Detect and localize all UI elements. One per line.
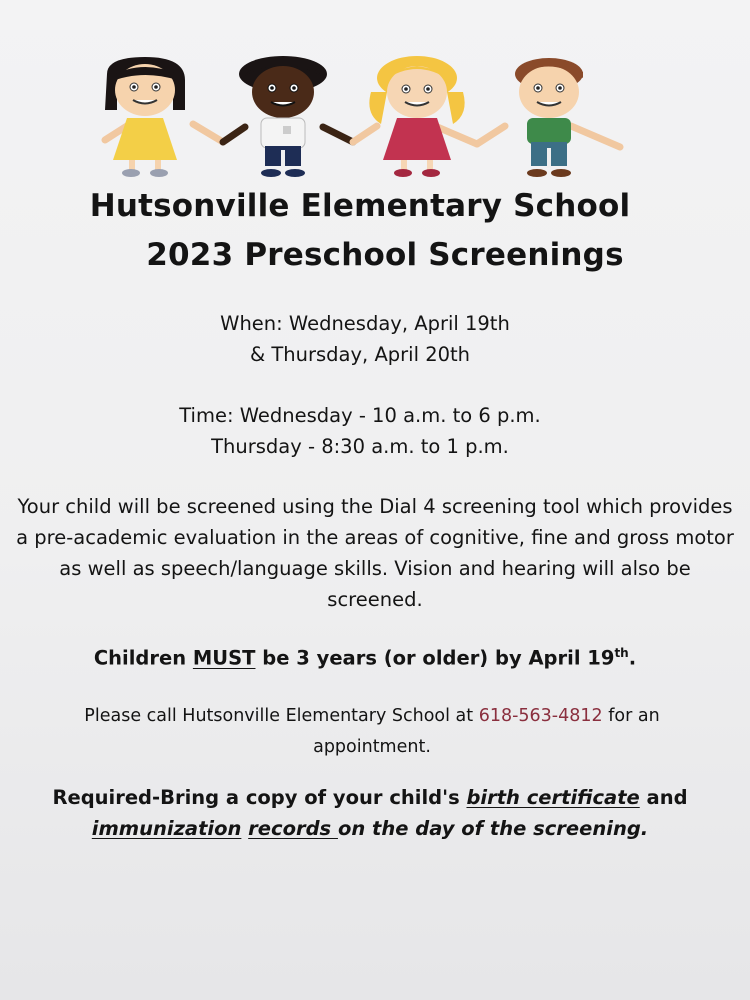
phone-number[interactable]: 618-563-4812 — [478, 706, 603, 726]
school-name: Hutsonville Elementary School — [89, 188, 631, 224]
child-pink-dress — [369, 56, 464, 177]
when-line-1: When: Wednesday, April 19th — [220, 312, 510, 335]
screening-description: Your child will be screened using the Dial 4 screening tool which provides a pre-academic evaluation in the areas of cognitive, fine and gross motor as well as speech/language skills. Vision and hearing will also be screened. — [16, 495, 734, 611]
children-holding-hands-illustration — [85, 52, 645, 187]
child-yellow-dress — [105, 57, 185, 177]
contact-info: Please call Hutsonville Elementary School at 618-563-4812 for an appointment. — [84, 706, 660, 757]
time-line-2: Thursday - 8:30 a.m. to 1 p.m. — [211, 435, 509, 458]
child-green-shirt — [515, 58, 583, 177]
when-line-2: & Thursday, April 20th — [249, 343, 471, 366]
required-documents: Required-Bring a copy of your child's birth certificate and immunization records on the day of the screening. — [52, 786, 688, 840]
time-line-1: Time: Wednesday - 10 a.m. to 6 p.m. — [179, 404, 541, 427]
event-title: 2023 Preschool Screenings — [146, 237, 624, 273]
age-requirement: Children MUST be 3 years (or older) by April 19th. — [93, 646, 637, 670]
child-white-shirt — [239, 56, 327, 177]
